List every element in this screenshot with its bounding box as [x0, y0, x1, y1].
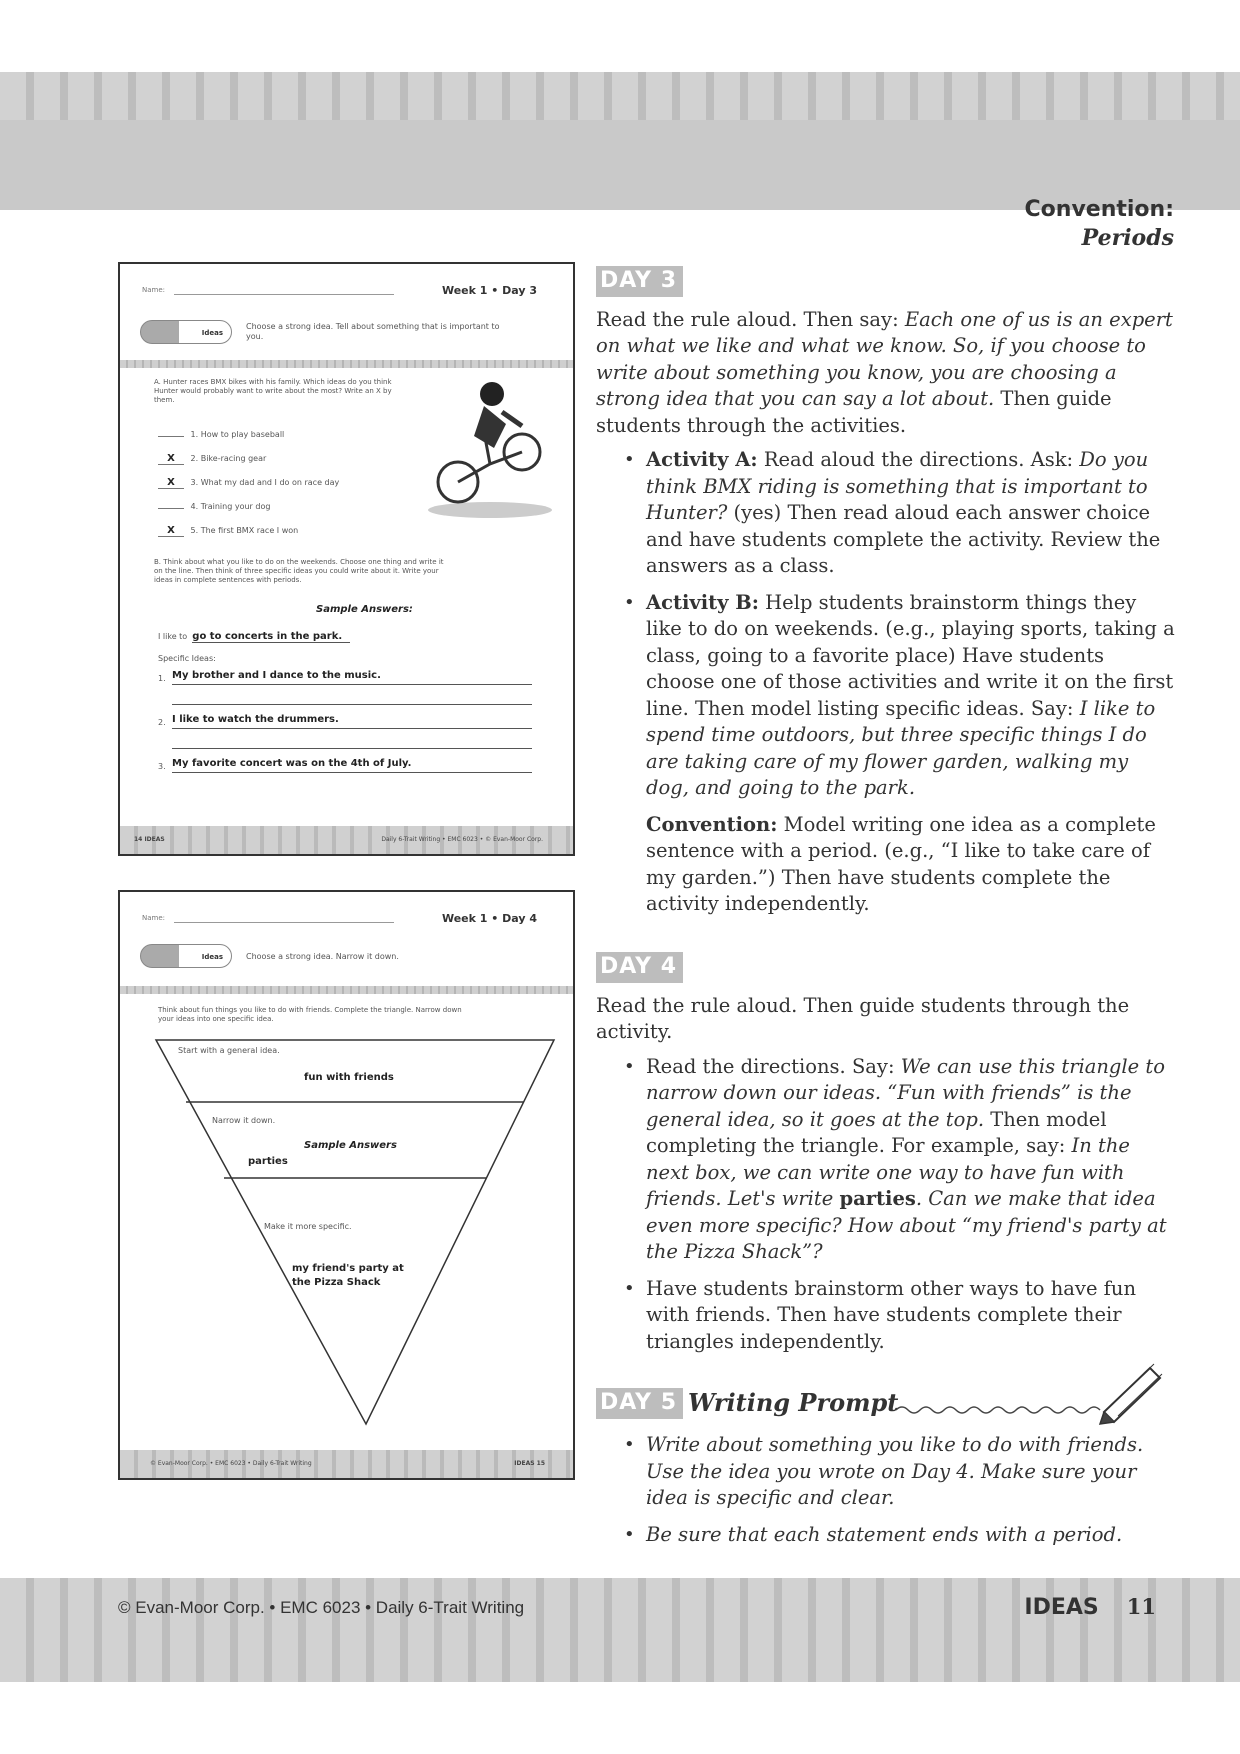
answer-mark [158, 508, 184, 509]
box2-answer: parties [248, 1156, 288, 1167]
header-solid [0, 120, 1240, 251]
answer-2: I like to watch the drummers. [172, 714, 339, 725]
list-item [158, 478, 418, 502]
list-item [646, 1522, 1176, 1549]
text: Read the directions. Say: [646, 1054, 901, 1078]
text: Read the rule aloud. Then say: [596, 307, 905, 331]
day3-tag: DAY 3 [596, 266, 683, 297]
day5-bullets [596, 1432, 1176, 1548]
day5-tag: DAY 5 [596, 1388, 683, 1419]
page-number: 11 [1126, 1594, 1156, 1619]
worksheet-footer [120, 826, 573, 854]
answer-number: 2. [158, 718, 166, 727]
text: Model writing one idea as a complete sentence with a period. (e.g., “I like to take care of my garden.”) Then have students complete the activity independently. [646, 812, 1156, 915]
bmx-rider-illustration [410, 372, 560, 522]
sample-answers-label: Sample Answers [304, 1140, 397, 1151]
worksheet-footer-left: © Evan-Moor Corp. • EMC 6023 • Daily 6-Trait Writing [150, 1460, 312, 1467]
list-item [158, 526, 418, 550]
text-bold: parties [839, 1187, 916, 1210]
worksheet-footer-right: IDEAS 15 [514, 1460, 545, 1467]
answer-number: 3. [158, 762, 166, 771]
item-text: 2. Bike-racing gear [190, 454, 267, 463]
activity-b-label: Activity B: [646, 590, 759, 614]
triangle-prompt: Think about fun things you like to do with friends. Complete the triangle. Narrow down your ideas into one specific idea. [158, 1006, 462, 1023]
like-prefix: I like to [158, 632, 188, 641]
answer-number: 1. [158, 674, 166, 683]
list-item [646, 1432, 1176, 1512]
box1-answer: fun with friends [304, 1072, 394, 1083]
item-text: 5. The first BMX race I won [190, 526, 299, 535]
name-label: Name: [142, 914, 166, 922]
item-text: 4. Training your dog [190, 502, 271, 511]
title-convention: Convention: [1024, 197, 1174, 222]
day4-intro: Read the rule aloud. Then guide students through the activity. [596, 993, 1130, 1043]
item-text: 3. What my dad and I do on race day [190, 478, 340, 487]
item-text: 1. How to play baseball [190, 430, 285, 439]
text-italic: We can use this triangle to narrow down our ideas. “Fun with friends” is the general idea, so it goes at the top. [646, 1054, 1165, 1131]
text-italic: In the next box, we can write one way to have fun with friends. Let's write [646, 1134, 1130, 1210]
text: Help students brainstorm things they like to do on weekends. (e.g., playing sports, taking a class, going to a favorite place) Have students choose one of those activities and write it on the first line. Then model listing specific ideas. Say: [646, 590, 1175, 720]
write-line [172, 748, 532, 749]
like-answer: go to concerts in the park. [192, 631, 350, 643]
list-item [646, 590, 1176, 802]
specific-ideas-label: Specific Ideas: [158, 654, 216, 663]
text-italic: . Can we make that idea even more specific? How about “my friend's party at the Pizza Shack”? [646, 1187, 1167, 1263]
worksheet-thumbnail-day3 [118, 262, 575, 856]
text-italic: I like to spend time outdoors, but three specific things I do are taking care of my flower garden, walking my dog, and going to the park. [646, 696, 1156, 799]
write-line [172, 684, 532, 685]
worksheet-footer [120, 1450, 573, 1478]
title-periods: Periods [1081, 225, 1174, 251]
day5-header [596, 1388, 1176, 1424]
activity-b-text: B. Think about what you like to do on the weekends. Choose one thing and write it on the line. Then think of three specific ideas you could write about it. Write your ideas in complete sentences with periods. [154, 558, 444, 584]
footer-right [1024, 1594, 1156, 1620]
worksheet-thumbnail-day4 [118, 890, 575, 1480]
text: Then model completing the triangle. For example, say: [646, 1107, 1107, 1157]
text: (yes) Then read aloud each answer choice and have students complete the activity. Review the answers as a class. [646, 501, 1161, 577]
list-item [646, 1054, 1176, 1266]
list-item: • Have students brainstorm other ways to have fun with friends. Then have students complete their triangles independently. [646, 1276, 1176, 1356]
worksheet-instruction: Choose a strong idea. Narrow it down. [246, 952, 399, 961]
list-item [158, 454, 418, 478]
list-item [646, 447, 1176, 580]
convention-note [646, 812, 1176, 918]
footer-section: IDEAS [1024, 1595, 1099, 1620]
header-stripes [0, 72, 1240, 120]
day5-section [596, 1388, 1176, 1558]
text: Then guide students through the activities. [596, 387, 1112, 437]
footer-copyright: © Evan-Moor Corp. • EMC 6023 • Daily 6-Trait Writing [118, 1598, 525, 1617]
box3-answer: my friend's party at the Pizza Shack [292, 1263, 404, 1288]
text-italic: Be sure that each statement ends with a period. [646, 1522, 1123, 1546]
ideas-badge: Ideas [140, 944, 232, 968]
ideas-badge: Ideas [140, 320, 232, 344]
activity-a-list [158, 430, 418, 550]
list-item [158, 502, 418, 526]
divider-bar [120, 360, 573, 368]
day3-section [596, 266, 1176, 918]
activity-a-text: A. Hunter races BMX bikes with his family. Which ideas do you think Hunter would probably want to write about the most? Write an X by them. [154, 378, 392, 404]
box1-label: Start with a general idea. [178, 1046, 280, 1055]
list-item [158, 430, 418, 454]
worksheet-footer-right: Daily 6-Trait Writing • EMC 6023 • © Evan-Moor Corp. [381, 836, 543, 843]
narrowing-triangle [120, 892, 573, 1478]
box2-label: Narrow it down. [212, 1116, 276, 1125]
worksheet-instruction: Choose a strong idea. Tell about something that is important to you. [246, 322, 500, 341]
text-italic: Write about something you like to do with friends. Use the idea you wrote on Day 4. Make sure your idea is specific and clear. [646, 1433, 1144, 1509]
text-italic: Each one of us is an expert on what we like and what we know. So, if you choose to write about something you know, you are choosing a strong idea that you can say a lot about. [596, 307, 1173, 410]
activity-a-label: Activity A: [646, 448, 758, 471]
answer-3: My favorite concert was on the 4th of July. [172, 758, 412, 769]
answer-mark [158, 436, 184, 437]
week-day-label: Week 1 • Day 4 [441, 912, 537, 925]
week-day-label: Week 1 • Day 3 [441, 284, 537, 297]
sample-answers-label: Sample Answers: [316, 604, 413, 615]
write-line [172, 704, 532, 705]
day3-intro [596, 307, 1176, 440]
text: Read aloud the directions. Ask: [757, 448, 1080, 471]
convention-label: Convention: [646, 812, 778, 836]
worksheet-footer-left: 14 IDEAS [134, 836, 165, 843]
text-italic: Do you think BMX riding is something that is important to Hunter? [646, 448, 1149, 524]
writing-prompt-title: Writing Prompt [688, 1388, 899, 1417]
answer-mark: X [158, 454, 184, 465]
day4-section [596, 952, 1176, 1365]
answer-mark: X [158, 478, 184, 489]
write-line [172, 772, 532, 773]
pencil-icon [896, 1360, 1166, 1426]
answer-1: My brother and I dance to the music. [172, 670, 381, 681]
name-label: Name: [142, 286, 166, 294]
answer-mark: X [158, 526, 184, 537]
box3-label: Make it more specific. [264, 1222, 352, 1231]
day4-tag: DAY 4 [596, 952, 683, 983]
name-line [174, 294, 394, 295]
day3-bullets [596, 447, 1176, 802]
page-title [1025, 196, 1174, 252]
write-line [172, 728, 532, 729]
like-line [158, 624, 538, 643]
header-band [0, 72, 1240, 251]
day4-bullets [596, 1054, 1176, 1356]
